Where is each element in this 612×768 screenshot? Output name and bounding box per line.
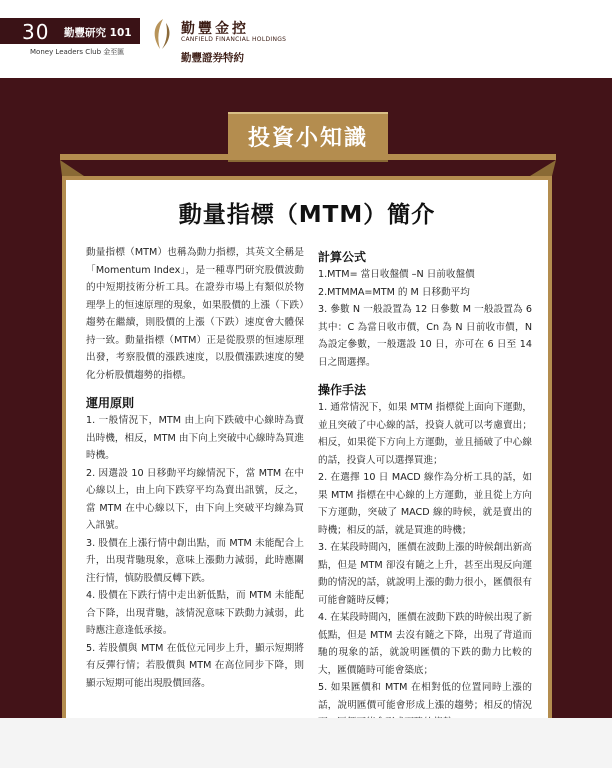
brand-name: 勤豐金控 <box>181 21 249 37</box>
article-title: 動量指標（MTM）簡介 <box>178 202 436 228</box>
formula-item: 1.MTM= 當日收盤價 –N 日前收盤價 <box>318 269 475 280</box>
bottom-margin <box>0 718 612 768</box>
brand-english-name: CANFIELD FINANCIAL HOLDINGS <box>181 36 287 43</box>
method-item: 4. 在某段時間內，匯價在波動下跌的時候出現了新低點，但是 MTM 去沒有隨之下降，出現了背道而馳的現象的話，就說明匯價的下跌的動力比較的大，匯價隨時可能會築底； <box>318 612 532 676</box>
page-number: 30 <box>22 20 50 44</box>
method-item: 1. 通常情況下，如果 MTM 指標從上面向下運動，並且突破了中心線的話，投資人就可以考慮賣出；相反，如果從下方向上方運動，並且捅破了中心線的話，投資人可以選擇買進； <box>318 402 532 466</box>
principle-item: 4. 股價在下跌行情中走出新低點，而 MTM 未能配合下降，出現背馳，該情況意味下跌動力減弱，此時應注意逢低承接。 <box>86 590 304 636</box>
banner-label: 投資小知識 <box>247 126 368 151</box>
intro-paragraph: 動量指標（MTM）也稱為動力指標，其英文全稱是「Momentum Index」，是一種專門研究股價波動的中短期技術分析工具。在證券市場上有類似於物理學上的恒速原理的現象，如果股價的上漲（下跌）趨勢在繼續，則股價的上漲（下跌）速度會大體保持一致。動量指標（MTM）正是從股票的恒速原理出發，考察股價的漲跌速度，以股價漲跌速度的變化分析股價趨勢的指標。 <box>86 247 304 381</box>
column-title: 勤豐研究 101 <box>64 27 132 39</box>
club-line: Money Leaders Club 金至匯 <box>30 48 125 56</box>
method-item: 3. 在某段時間內，匯價在波動上漲的時候創出新高點，但是 MTM 卻沒有隨之上升，甚至出現反向運動的情況的話，就說明上漲的動力很小，匯價很有可能會隨時反轉； <box>318 542 532 606</box>
section-banner <box>228 112 388 162</box>
principle-item: 2. 因選設 10 日移動平均線情況下，當 MTM 在中心線以上，由上向下跌穿平均為賣出訊號，反之，當 MTM 在中心線以下，由下向上突破平均線為買入訊號。 <box>86 467 304 531</box>
formula-heading: 計算公式 <box>318 250 367 264</box>
method-item: 2. 在選擇 10 日 MACD 線作為分析工具的話，如果 MTM 指標在中心線的上方運動，並且從上方向下方運動，突破了 MACD 線的時候，就是賣出的時機；相反的話，就是買進的時機； <box>318 472 532 536</box>
principle-item: 5. 若股價與 MTM 在低位元同步上升，顯示短期將有反彈行情；若股價與 MTM 在高位同步下降，則顯示短期可能出現股價回落。 <box>86 642 304 689</box>
left-column <box>86 244 304 692</box>
principle-item: 1. 一般情況下，MTM 由上向下跌破中心線時為賣出時機，相反，MTM 由下向上突破中心線時為買進時機。 <box>86 415 304 461</box>
right-column <box>318 248 532 732</box>
method-heading: 操作手法 <box>318 383 367 397</box>
method-item: 5. 如果匯價和 MTM 在相對低的位置同時上漲的話，說明匯價可能會形成上漲的趨勢；相反的情況 <box>318 682 532 711</box>
principles-heading: 運用原則 <box>86 396 135 410</box>
formula-item: 3. 參數 N 一般設置為 12 日參數 M 一般設置為 6 其中：C 為當日收市價，Cn 為 N 日前收市價，N 為設定參數，一般選設 10 日，亦可在 6 日至 14 日之間選擇。 <box>318 304 532 368</box>
principle-item: 3. 股價在上漲行情中創出點，而 MTM 未能配合上升，出現背馳現象，意味上漲動力減弱，此時應關注行情，慎防股價反轉下跌。 <box>86 537 304 584</box>
formula-item: 2.MTMMA=MTM 的 M 日移動平均 <box>318 286 470 298</box>
feature-title: 勤豐證券特約 <box>181 52 244 64</box>
